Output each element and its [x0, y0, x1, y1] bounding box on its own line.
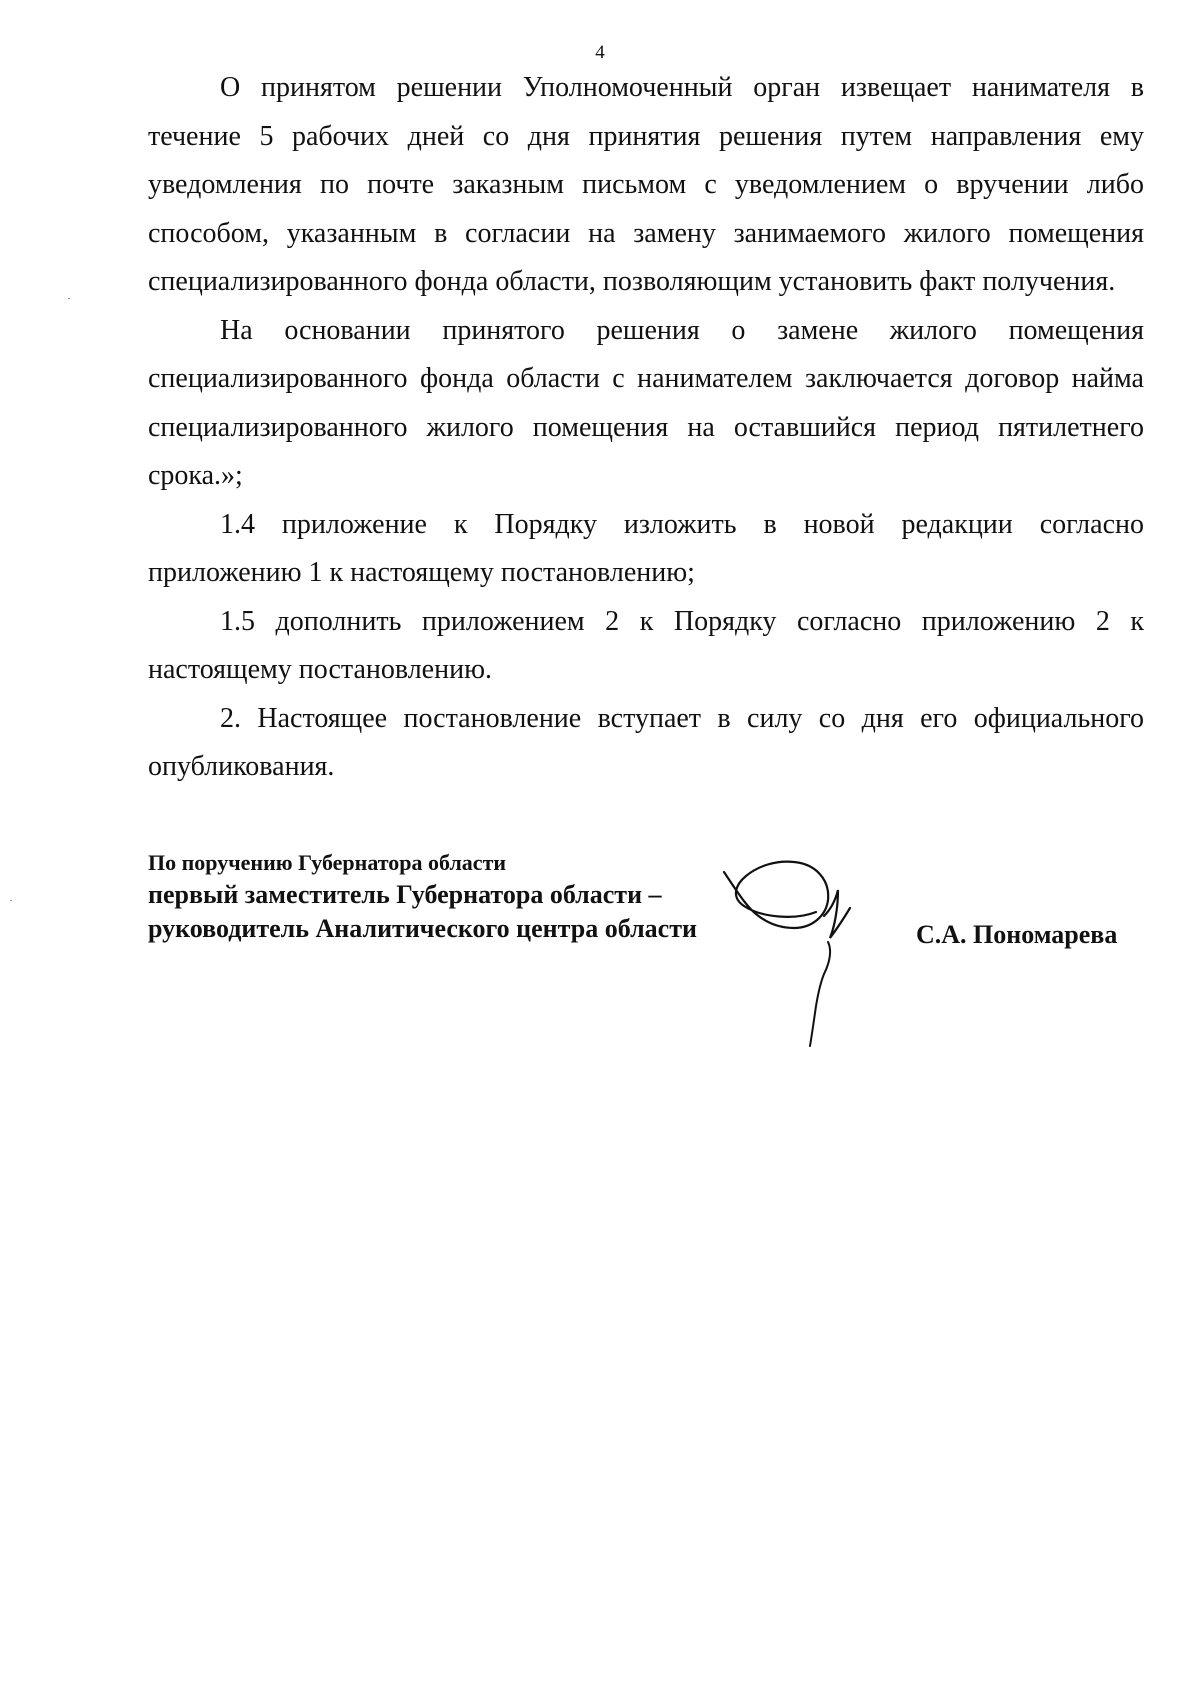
body-text: [148, 64, 1144, 792]
signatory-name: С.А. Пономарева: [916, 920, 1118, 949]
paragraph-item-1-4: 1.4 приложение к Порядку изложить в новой редакции согласно приложению 1 к настоящему постановлению;: [148, 508, 1144, 588]
paragraph-item-2: 2. Настоящее постановление вступает в силу со дня его официального опубликования.: [148, 702, 1144, 782]
signature-authority-line: По поручению Губернатора области: [148, 850, 507, 875]
paragraph-lease-agreement: На основании принятого решения о замене жилого помещения специализированного фонда области с нанимателем заключается договор найма специализированного жилого помещения на оставшийся период пятилетнего срока.»;: [148, 314, 1144, 491]
signature-position-line-2: руководитель Аналитического центра области: [148, 914, 697, 943]
paragraph-notification: О принятом решении Уполномоченный орган извещает нанимателя в течение 5 рабочих дней со дня принятия решения путем направления ему уведомления по почте заказным письмом с уведомлением о вручении либо способом, указанным в согласии на замену занимаемого жилого помещения специализированного фонда области, позволяющим установить факт получения.: [148, 72, 1144, 297]
scan-mark: [68, 298, 70, 299]
paragraph-item-1-5: 1.5 дополнить приложением 2 к Порядку согласно приложению 2 к настоящему постановлению.: [148, 605, 1144, 685]
handwritten-signature-icon: [716, 850, 926, 1060]
signature-position-line: первый заместитель Губернатора области –: [148, 880, 662, 909]
scan-mark: [10, 900, 12, 901]
page-number: 4: [595, 42, 605, 63]
